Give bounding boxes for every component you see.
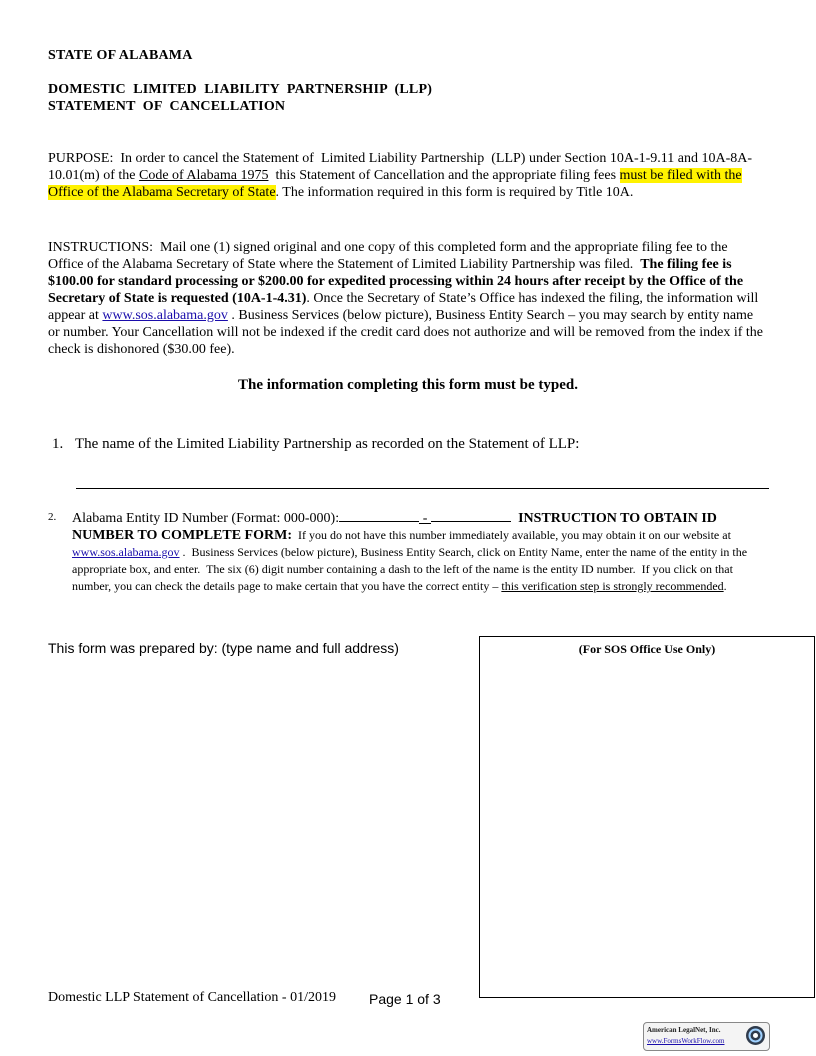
entity-id-part1-field[interactable] [339, 508, 419, 522]
form-title-line2: STATEMENT OF CANCELLATION [48, 99, 286, 114]
item1-number: 1. [52, 436, 64, 452]
prepared-by-area[interactable] [48, 665, 448, 965]
id-instruction-text-1: If you do not have this number immediately available, you may obtain it on our website at [292, 528, 734, 542]
sos-office-use-box [479, 636, 815, 998]
purpose-text-1: PURPOSE: In order to cancel the Statement of Limited Liability Partnership (LLP) under Section 10A-1-9.11 and 10A-8A-10.01(m) of the [48, 151, 753, 183]
state-heading: STATE OF ALABAMA [48, 48, 193, 63]
filing-fee-text: The filing fee is $100.00 for standard processing or $200.00 for expedited processing within 24 hours after receipt by the Office of the Secretary of State is requested (10A-1-4.31) [48, 257, 744, 306]
verification-note: this verification step is strongly recommended [501, 579, 724, 593]
id-instruction-text-3: . [723, 579, 727, 593]
purpose-highlight: must be filed with the Office of the Alabama Secretary of State [48, 168, 742, 200]
id-instruction-heading: INSTRUCTION TO OBTAIN ID NUMBER TO COMPLETE FORM: [72, 511, 717, 543]
id-instruction-text-2: . Business Services (below picture), Business Entity Search, click on Entity Name, enter the name of the entity in the appropriate box, and enter. The six (6) digit number containing a dash to the left of the name is the entity ID number. If you click on that number, you can check the details page to make certain that you have the correct entity – [72, 545, 751, 593]
code-of-alabama-link[interactable]: Code of Alabama 1975 [138, 168, 269, 183]
footer-doc-name: Domestic LLP Statement of Cancellation - 01/2019 [48, 990, 336, 1005]
purpose-paragraph [48, 150, 760, 201]
instructions-text-2: . Once the Secretary of State’s Office has indexed the filing, the information will appear at [48, 291, 759, 323]
instructions-paragraph [48, 239, 766, 358]
item2-label: Alabama Entity ID Number (Format: 000-000): [72, 511, 340, 526]
american-legalnet-badge[interactable] [643, 1022, 770, 1051]
entity-id-part2-field[interactable] [431, 508, 511, 522]
badge-company: American LegalNet, Inc. [647, 1026, 721, 1034]
office-use-label: (For SOS Office Use Only) [578, 642, 716, 656]
item1-label: The name of the Limited Liability Partnership as recorded on the Statement of LLP: [75, 436, 580, 452]
llp-name-field[interactable] [76, 470, 769, 489]
footer-page-number: Page 1 of 3 [369, 991, 441, 1007]
item2-number: 2. [48, 511, 57, 523]
instructions-text-3: . Business Services (below picture), Business Entity Search – you may search by entity name or number. Your Cancellation will not be indexed if the credit card does not authorize and will be removed from the index if the check is dishonored ($30.00 fee). [48, 308, 763, 357]
form-title-line1: DOMESTIC LIMITED LIABILITY PARTNERSHIP (LLP) [48, 82, 433, 97]
prepared-by-label: This form was prepared by: (type name and full address) [48, 640, 399, 656]
entity-id-dash: - [419, 510, 431, 524]
badge-logo-icon [745, 1025, 766, 1046]
sos-website-link-2[interactable]: www.sos.alabama.gov [72, 545, 180, 559]
purpose-text-3: . The information required in this form is required by Title 10A. [275, 185, 634, 200]
sos-website-link[interactable]: www.sos.alabama.gov [102, 308, 228, 323]
must-be-typed-notice: The information completing this form must be typed. [238, 377, 578, 393]
badge-website: www.FormsWorkFlow.com [647, 1037, 725, 1045]
purpose-text-2: this Statement of Cancellation and the appropriate filing fees [268, 168, 620, 183]
item2-block [72, 508, 762, 595]
instructions-text-1: INSTRUCTIONS: Mail one (1) signed original and one copy of this completed form and the appropriate filing fee to the Office of the Alabama Secretary of State where the Statement of Limited Liability Partnership was filed. [48, 240, 732, 272]
